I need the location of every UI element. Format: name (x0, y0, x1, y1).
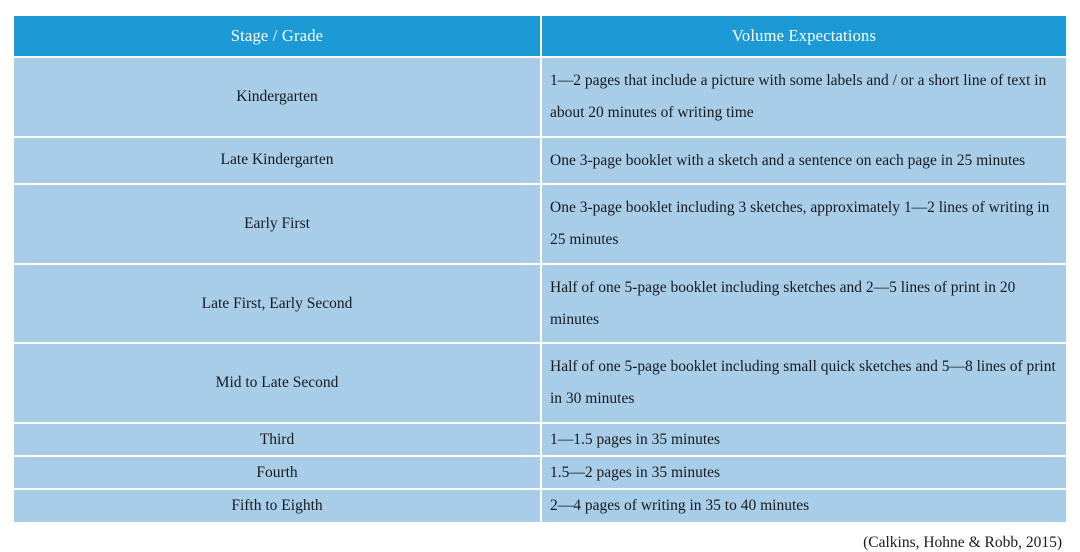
cell-volume: 1—2 pages that include a picture with some labels and / or a short line of text in about 20 minutes of writing time (542, 58, 1066, 136)
cell-volume: 1—1.5 pages in 35 minutes (542, 424, 1066, 455)
table-header-row (14, 16, 1066, 56)
table-body (14, 58, 1066, 522)
cell-stage: Mid to Late Second (14, 344, 542, 422)
cell-stage: Late Kindergarten (14, 138, 542, 184)
cell-stage: Fifth to Eighth (14, 490, 542, 521)
cell-stage: Early First (14, 185, 542, 263)
cell-volume: 2—4 pages of writing in 35 to 40 minutes (542, 490, 1066, 521)
cell-volume: Half of one 5-page booklet including small quick sketches and 5—8 lines of print in 30 minutes (542, 344, 1066, 422)
cell-stage: Late First, Early Second (14, 265, 542, 343)
table-row (14, 185, 1066, 263)
cell-volume: One 3-page booklet including 3 sketches, approximately 1—2 lines of writing in 25 minutes (542, 185, 1066, 263)
table-row (14, 265, 1066, 343)
table-row (14, 490, 1066, 521)
cell-volume: One 3-page booklet with a sketch and a sentence on each page in 25 minutes (542, 138, 1066, 184)
table-row (14, 424, 1066, 455)
cell-stage: Fourth (14, 457, 542, 488)
cell-stage: Third (14, 424, 542, 455)
column-header-stage-grade: Stage / Grade (14, 16, 542, 56)
volume-expectations-table (14, 14, 1066, 524)
source-citation: (Calkins, Hohne & Robb, 2015) (863, 533, 1062, 551)
table-row (14, 344, 1066, 422)
table-header (14, 16, 1066, 56)
cell-volume: 1.5—2 pages in 35 minutes (542, 457, 1066, 488)
cell-volume: Half of one 5-page booklet including sketches and 2—5 lines of print in 20 minutes (542, 265, 1066, 343)
cell-stage: Kindergarten (14, 58, 542, 136)
table-row (14, 138, 1066, 184)
table-row (14, 58, 1066, 136)
table-row (14, 457, 1066, 488)
column-header-volume-expectations: Volume Expectations (542, 16, 1066, 56)
